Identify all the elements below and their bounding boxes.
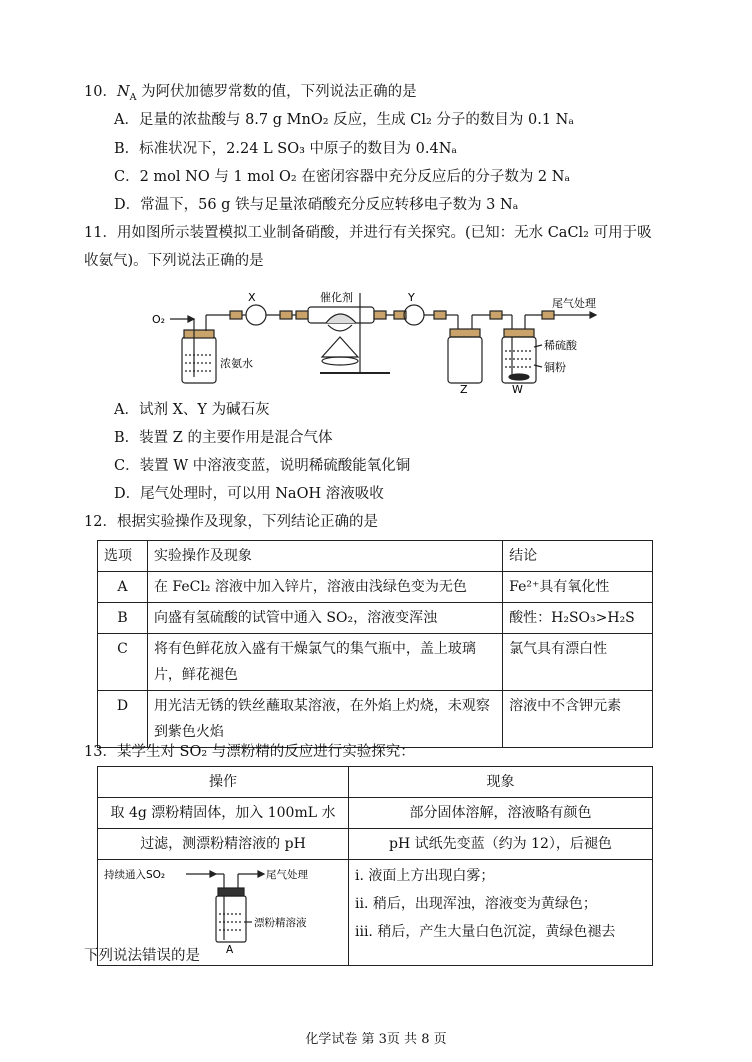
header-cell: 实验操作及现象 [147,541,502,572]
operation-cell: 将有色鲜花放入盛有干燥氯气的集气瓶中，盖上玻璃片，鲜花褪色 [147,634,502,691]
observations-cell [349,860,653,966]
q10-option-d: D．常温下，56 g 铁与足量浓硝酸充分反应转移电子数为 3 Nₐ [114,197,519,213]
q10-stem: 10．$N_A$ 为阿伏加德罗常数的值，下列说法正确的是 [84,84,417,103]
header-cell: 操作 [98,767,349,798]
fig-label-solution: 漂粉精溶液 [254,917,307,929]
fig-label-tail: 尾气处理 [266,869,308,881]
q10-option-a: A．足量的浓盐酸与 8.7 g MnO₂ 反应，生成 Cl₂ 分子的数目为 0.1 Nₐ [114,112,574,128]
q11-option-c: C．装置 W 中溶液变蓝，说明稀硫酸能氧化铜 [114,458,411,474]
operation-cell: 用光洁无锈的铁丝蘸取某溶液，在外焰上灼烧，未观察到紫色火焰 [147,691,502,748]
q11-option-a: A．试剂 X、Y 为碱石灰 [114,402,270,418]
option-cell: C [98,634,148,691]
option-cell: B [98,603,148,634]
table-row [98,634,653,691]
fig-label-tail: 尾气处理 [552,297,596,310]
fig-label-a: A [226,944,234,956]
fig-label-inlet: 持续通入SO₂ [104,869,166,881]
fig-label-y: Y [408,291,415,304]
observation-item: iii. 稍后，产生大量白色沉淀，黄绿色褪去 [355,924,616,940]
header-cell: 选项 [98,541,148,572]
q13-after-text: 下列说法错误的是 [84,948,200,964]
option-cell: D [98,691,148,748]
fig-label-o2: O₂ [152,313,166,326]
q13-apparatus-figure [98,860,348,956]
fig-label-x: X [248,291,256,304]
conclusion-cell: Fe²⁺具有氧化性 [503,572,653,603]
operation-cell: 取 4g 漂粉精固体，加入 100mL 水 [98,798,349,829]
page-footer: 化学试卷 第 3页 共 8 页 [305,1032,447,1047]
q11-option-d: D．尾气处理时，可以用 NaOH 溶液吸收 [114,486,384,502]
operation-cell: 向盛有氢硫酸的试管中通入 SO₂，溶液变浑浊 [147,603,502,634]
q12-stem: 12．根据实验操作及现象，下列结论正确的是 [84,514,378,530]
phenomenon-cell: 部分固体溶解，溶液略有颜色 [349,798,653,829]
header-cell: 现象 [349,767,653,798]
observation-item: ii. 稍后，出现浑浊，溶液变为黄绿色； [355,896,597,912]
q10-option-c: C．2 mol NO 与 1 mol O₂ 在密闭容器中充分反应后的分子数为 2 Nₐ [114,169,571,185]
observation-item: i. 液面上方出现白雾； [355,868,495,884]
q11-stem-line1: 11．用如图所示装置模拟工业制备硝酸，并进行有关探究。(已知：无水 CaCl₂ 可用于吸 [84,225,652,241]
conclusion-cell: 酸性：H₂SO₃>H₂S [503,603,653,634]
table-row [98,829,653,860]
option-cell: A [98,572,148,603]
fig-label-acid: 稀硫酸 [544,339,577,352]
table-row [98,603,653,634]
table-header-row [98,767,653,798]
q13-stem: 13．某学生对 SO₂ 与漂粉精的反应进行实验探究： [84,744,415,760]
q10-option-b: B．标准状况下，2.24 L SO₃ 中原子的数目为 0.4Nₐ [114,141,457,157]
q12-table [97,540,653,748]
fig-label-catalyst: 催化剂 [320,291,353,304]
fig-label-w: W [512,383,523,396]
q11-stem-line2: 收氨气)。下列说法正确的是 [84,253,264,269]
q11-apparatus-figure [150,285,620,397]
conclusion-cell: 溶液中不含钾元素 [503,691,653,748]
fig-label-ammonia: 浓氨水 [220,357,253,370]
operation-cell: 过滤，测漂粉精溶液的 pH [98,829,349,860]
operation-cell: 在 FeCl₂ 溶液中加入锌片，溶液由浅绿色变为无色 [147,572,502,603]
table-row [98,691,653,748]
table-row [98,798,653,829]
table-header-row [98,541,653,572]
fig-label-z: Z [460,383,468,396]
q11-option-b: B．装置 Z 的主要作用是混合气体 [114,430,333,446]
fig-label-copper: 铜粉 [544,361,566,374]
conclusion-cell: 氯气具有漂白性 [503,634,653,691]
q13-table [97,766,653,966]
phenomenon-cell: pH 试纸先变蓝（约为 12），后褪色 [349,829,653,860]
table-row [98,572,653,603]
header-cell: 结论 [503,541,653,572]
